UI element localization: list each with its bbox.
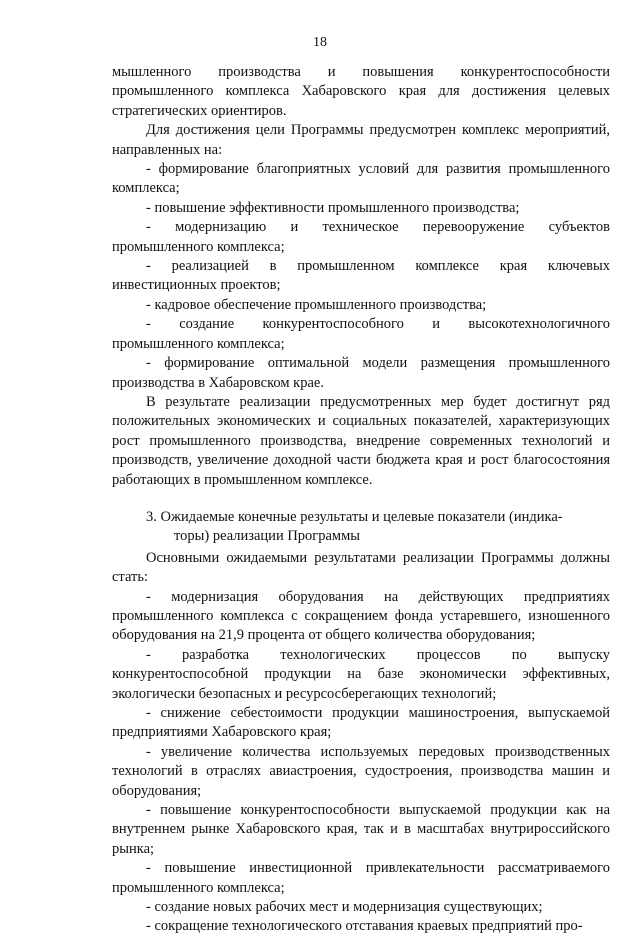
section-3-heading-line-1: 3. Ожидаемые конечные результаты и целевые показатели (индика-	[146, 508, 563, 525]
result-item-1: - модернизация оборудования на действующих предприятиях промышленного комплекса с сокращением фонда устаревшего, изношенного оборудования на 21,9 процента от общего количества оборудования;	[112, 588, 610, 644]
measure-item-5: - кадровое обеспечение промышленного производства;	[146, 296, 487, 313]
continuation-paragraph: мышленного производства и повышения конкурентоспособности промышленного комплекса Хабаровского края для достижения целевых стратегических ориентиров.	[112, 64, 610, 119]
summary-paragraph: В результате реализации предусмотренных мер будет достигнут ряд положительных экономических и социальных показателей, характеризующих рост промышленного производства, внедрение современных технологий и производств, увеличение доходной части бюджета края и рост благосостояния работающих в промышленном комплексе.	[112, 393, 610, 488]
result-item-2: - разработка технологических процессов по выпуску конкурентоспособной продукции на базе экономически эффективных, экологически безопасных и ресурсосберегающих технологий;	[112, 646, 610, 702]
result-item-3: - снижение себестоимости продукции машиностроения, выпускаемой предприятиями Хабаровского края;	[112, 705, 610, 741]
section-3-heading	[112, 508, 610, 547]
measure-item-7: - формирование оптимальной модели размещения промышленного производства в Хабаровском крае.	[112, 355, 610, 391]
result-item-7: - создание новых рабочих мест и модернизация существующих;	[146, 899, 543, 916]
results-intro-paragraph: Основными ожидаемыми результатами реализации Программы должны стать:	[112, 549, 610, 586]
measure-item-4: - реализацией в промышленном комплексе края ключевых инвестиционных проектов;	[112, 258, 610, 294]
measure-item-1: - формирование благоприятных условий для развития промышленного комплекса;	[112, 161, 610, 197]
measure-item-2: - повышение эффективности промышленного производства;	[146, 199, 520, 216]
result-item-6: - повышение инвестиционной привлекательности рассматриваемого промышленного комплекса;	[112, 860, 610, 896]
result-item-5: - повышение конкурентоспособности выпускаемой продукции как на внутреннем рынке Хабаровского края, так и в масштабах внутрироссийского рынка;	[112, 802, 610, 857]
section-3-heading-line-2: торы) реализации Программы	[174, 528, 361, 545]
page-body	[112, 63, 610, 937]
page-number: 18	[313, 35, 327, 50]
result-item-8: - сокращение технологического отставания краевых предприятий про-	[146, 918, 583, 935]
measure-item-3: - модернизацию и техническое перевооружение субъектов промышленного комплекса;	[112, 219, 610, 255]
measures-intro-paragraph: Для достижения цели Программы предусмотрен комплекс мероприятий, направленных на:	[112, 122, 610, 158]
measure-item-6: - создание конкурентоспособного и высокотехнологичного промышленного комплекса;	[112, 316, 610, 352]
result-item-4: - увеличение количества используемых передовых производственных технологий в отраслях авиастроения, судостроения, производства машин и оборудования;	[112, 743, 610, 799]
